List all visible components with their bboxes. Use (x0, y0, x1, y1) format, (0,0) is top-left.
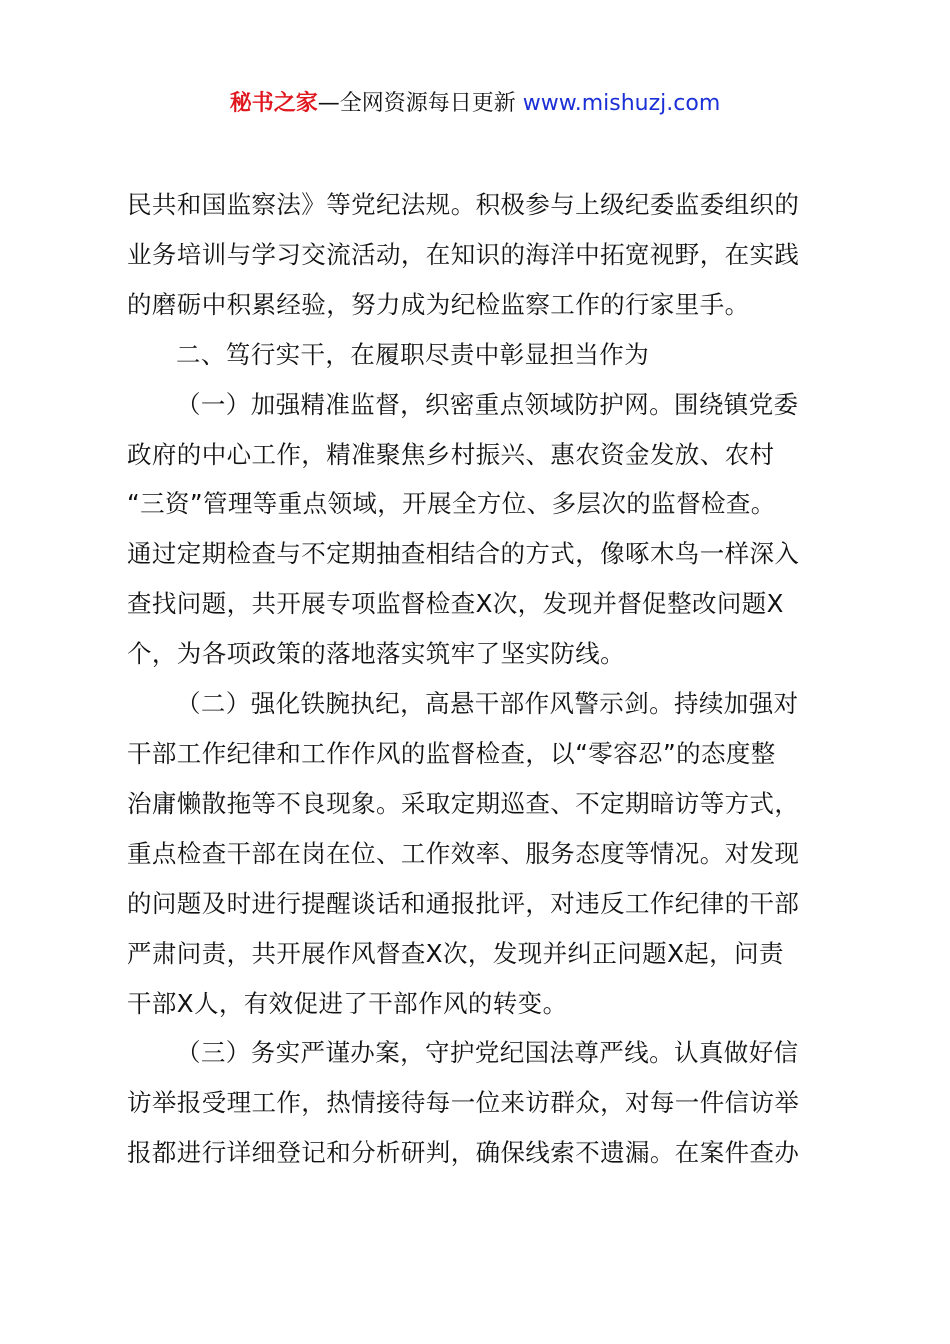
text-line: 严肃问责，共开展作风督查X次，发现并纠正问题X起，问责 (127, 938, 784, 968)
text-line: 访举报受理工作，热情接待每一位来访群众，对每一件信访举 (127, 1088, 800, 1118)
paragraph-discipline (127, 679, 833, 1028)
section-heading (127, 330, 833, 380)
text-line: “三资”管理等重点领域，开展全方位、多层次的监督检查。 (127, 489, 776, 519)
text-line: （二）强化铁腕执纪，高悬干部作风警示剑。持续加强对 (176, 689, 799, 719)
paragraph-continuation (127, 180, 833, 330)
text-line: 民共和国监察法》等党纪法规。积极参与上级纪委监委组织的 (127, 190, 800, 219)
text-line: 报都进行详细登记和分析研判，确保线索不遗漏。在案件查办 (127, 1138, 800, 1168)
paragraph-supervision (127, 380, 833, 679)
text-line: 干部X人，有效促进了干部作风的转变。 (127, 988, 568, 1018)
text-line: 查找问题，共开展专项监督检查X次，发现并督促整改问题X (127, 589, 784, 619)
text-line: 政府的中心工作，精准聚焦乡村振兴、惠农资金发放、农村 (127, 439, 775, 469)
site-url-link[interactable]: www.mishuzj.com (522, 91, 721, 116)
text-line: 重点检查干部在岗在位、工作效率、服务态度等情况。对发现 (127, 838, 800, 868)
text-line: （一）加强精准监督，织密重点领域防护网。围绕镇党委 (176, 389, 799, 419)
paragraph-case-handling (127, 1028, 833, 1178)
text-line: 业务培训与学习交流活动，在知识的海洋中拓宽视野，在实践 (127, 239, 800, 269)
text-line: 治庸懒散拖等不良现象。采取定期巡查、不定期暗访等方式， (127, 788, 800, 818)
text-line: 的问题及时进行提醒谈话和通报批评，对违反工作纪律的干部 (127, 888, 800, 918)
text-line: （三）务实严谨办案，守护党纪国法尊严线。认真做好信 (176, 1038, 799, 1068)
page-header (0, 88, 950, 120)
header-tagline: —全网资源每日更新 (317, 91, 523, 116)
text-line: 个，为各项政策的落地落实筑牢了坚实防线。 (127, 639, 625, 669)
text-line: 干部工作纪律和工作作风的监督检查，以“零容忍”的态度整 (127, 738, 776, 768)
text-line: 通过定期检查与不定期抽查相结合的方式，像啄木鸟一样深入 (127, 539, 800, 569)
brand-name: 秘书之家 (229, 91, 318, 116)
document-body (127, 180, 833, 1178)
heading-line: 二、笃行实干，在履职尽责中彰显担当作为 (176, 339, 650, 369)
text-line: 的磨砺中积累经验，努力成为纪检监察工作的行家里手。 (127, 289, 750, 319)
